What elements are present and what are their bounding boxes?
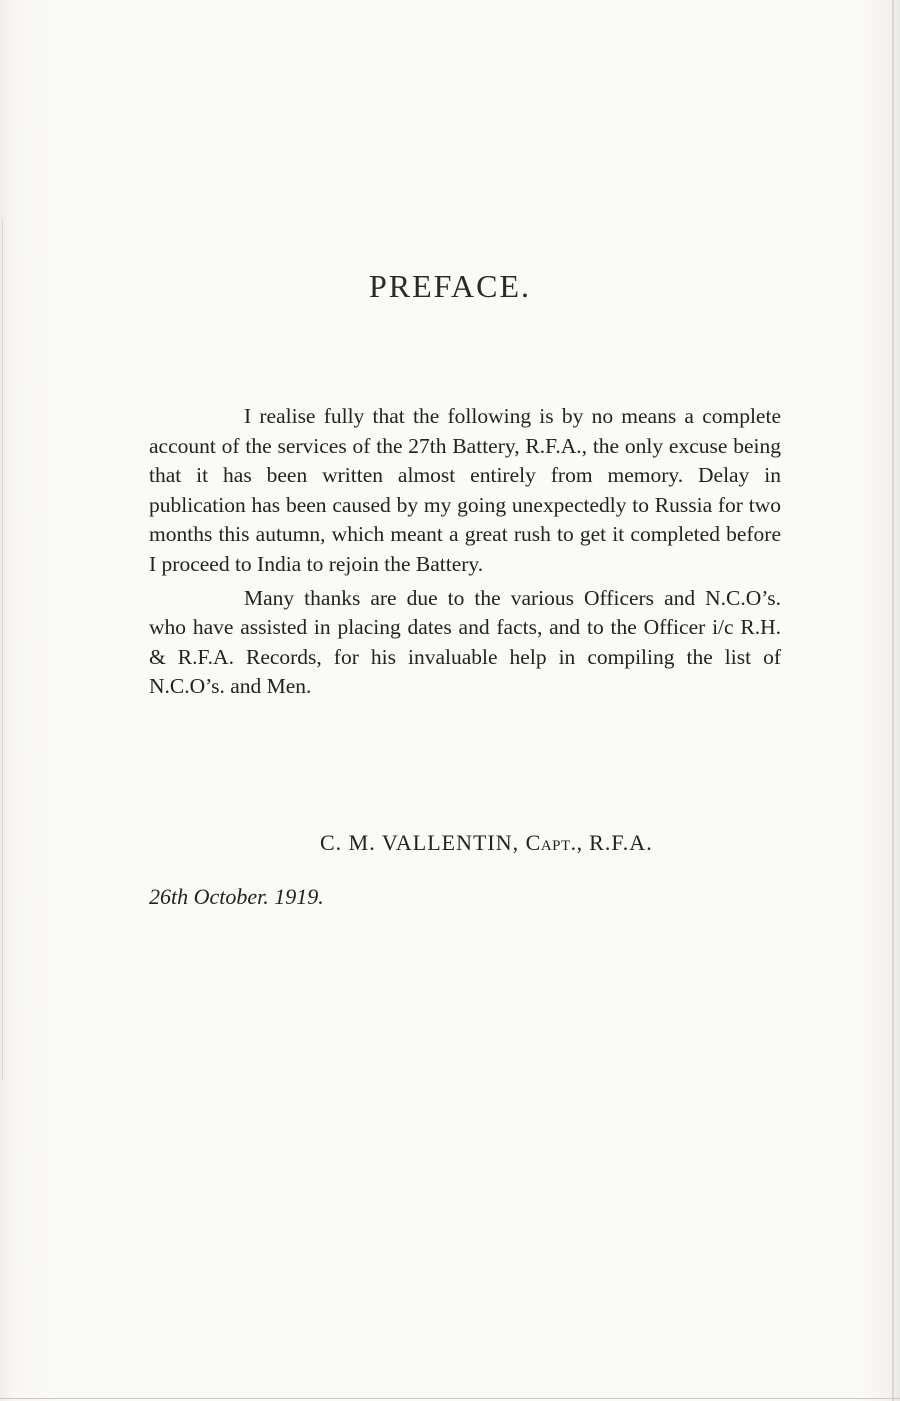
preface-body bbox=[149, 402, 781, 706]
signature-rank: Capt., bbox=[525, 830, 583, 855]
page-edge-right bbox=[892, 0, 894, 1401]
paragraph-1: I realise fully that the following is by no means a complete account of the services of the 27th Battery, R.F.A., the only excuse being that it has been written almost entirely from memory. Delay in publication has been caused by my going unexpectedly to Russia for two months this autumn, which meant a great rush to get it completed before I proceed to India to rejoin the Battery. bbox=[149, 404, 781, 576]
signature bbox=[320, 830, 653, 856]
page-edge-bottom bbox=[0, 1398, 900, 1399]
document-date: 26th October. 1919. bbox=[149, 884, 324, 909]
paragraph-2: Many thanks are due to the various Officers and N.C.O’s. who have assisted in placing dates and facts, and to the Officer i/c R.H. & R.F.A. Records, for his invaluable help in compiling the list of N.C.O’s. and Men. bbox=[149, 585, 781, 699]
page-edge-left bbox=[2, 220, 9, 1080]
signature-name: C. M. VALLENTIN, bbox=[320, 830, 520, 855]
page-title: PREFACE. bbox=[368, 268, 532, 304]
signature-unit: R.F.A. bbox=[589, 830, 653, 855]
